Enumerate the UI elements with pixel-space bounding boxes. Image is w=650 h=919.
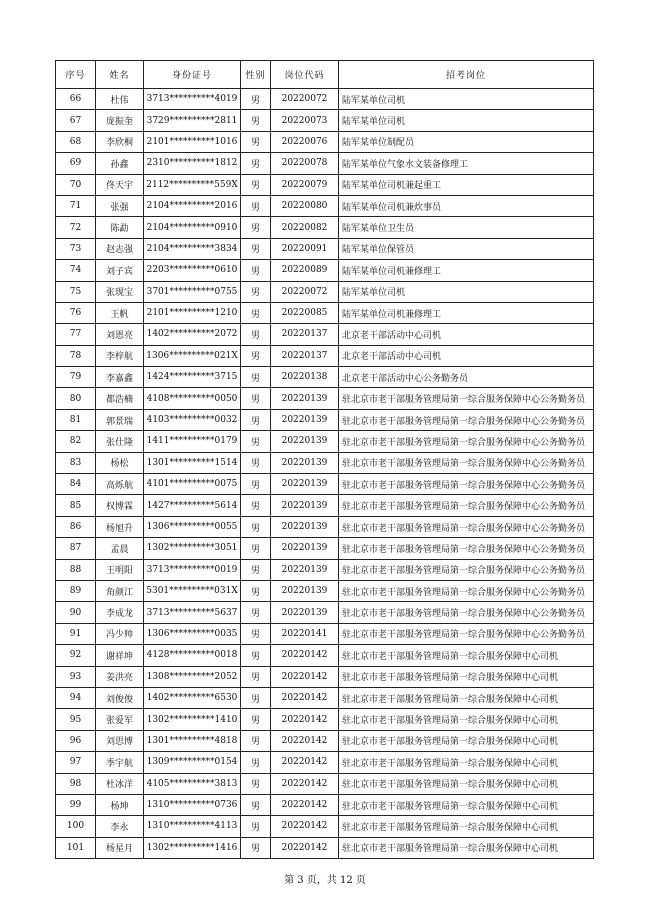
row-name: 陈勐 [96,217,144,238]
row-name: 杜冰洋 [96,773,144,794]
row-position: 驻北京市老干部服务管理局第一综合服务保障中心司机 [339,730,594,751]
table-row [56,388,594,409]
row-name: 佟天宇 [96,174,144,195]
row-index: 84 [56,474,96,495]
row-id-number: 3701**********0755 [144,281,241,302]
row-position-code: 20220142 [271,666,339,687]
row-id-number: 1310**********4113 [144,816,241,837]
row-id-number: 2101**********1210 [144,302,241,323]
row-name: 张强 [96,195,144,216]
row-position-code: 20220085 [271,302,339,323]
row-gender: 男 [241,431,271,452]
row-position: 驻北京市老干部服务管理局第一综合服务保障中心司机 [339,837,594,858]
table-row [56,773,594,794]
row-position-code: 20220142 [271,645,339,666]
row-gender: 男 [241,153,271,174]
row-position: 北京老干部活动中心司机 [339,324,594,345]
table-row [56,345,594,366]
row-gender: 男 [241,409,271,430]
row-position: 陆军某单位司机 [339,281,594,302]
row-position: 陆军某单位保管员 [339,238,594,259]
table-row [56,709,594,730]
row-index: 89 [56,580,96,601]
row-position: 驻北京市老干部服务管理局第一综合服务保障中心公务勤务员 [339,431,594,452]
row-index: 71 [56,195,96,216]
table-row [56,110,594,131]
row-index: 93 [56,666,96,687]
row-gender: 男 [241,602,271,623]
row-position-code: 20220137 [271,324,339,345]
row-id-number: 1306**********0035 [144,623,241,644]
table-row [56,281,594,302]
row-position: 驻北京市老干部服务管理局第一综合服务保障中心司机 [339,645,594,666]
row-id-number: 1427**********5614 [144,495,241,516]
row-gender: 男 [241,174,271,195]
row-index: 99 [56,794,96,815]
row-id-number: 1302**********1416 [144,837,241,858]
row-index: 75 [56,281,96,302]
header-gender: 性别 [241,61,271,89]
table-row [56,238,594,259]
row-id-number: 1302**********1410 [144,709,241,730]
row-id-number: 2104**********0910 [144,217,241,238]
row-position-code: 20220142 [271,709,339,730]
row-id-number: 1402**********2072 [144,324,241,345]
row-id-number: 1402**********6530 [144,687,241,708]
row-name: 权博霖 [96,495,144,516]
row-name: 谢祥坤 [96,645,144,666]
row-index: 73 [56,238,96,259]
row-position: 驻北京市老干部服务管理局第一综合服务保障中心司机 [339,687,594,708]
row-id-number: 4105**********3813 [144,773,241,794]
row-gender: 男 [241,217,271,238]
row-name: 高烁航 [96,474,144,495]
row-index: 81 [56,409,96,430]
row-gender: 男 [241,110,271,131]
row-position-code: 20220142 [271,816,339,837]
row-gender: 男 [241,131,271,152]
row-name: 刘思博 [96,730,144,751]
row-position: 驻北京市老干部服务管理局第一综合服务保障中心公务勤务员 [339,388,594,409]
row-index: 98 [56,773,96,794]
row-index: 96 [56,730,96,751]
row-id-number: 2104**********2016 [144,195,241,216]
row-index: 80 [56,388,96,409]
row-id-number: 3729**********2811 [144,110,241,131]
row-position-code: 20220139 [271,431,339,452]
row-name: 季宇航 [96,752,144,773]
row-name: 张现宝 [96,281,144,302]
row-id-number: 1309**********0154 [144,752,241,773]
row-index: 95 [56,709,96,730]
row-position-code: 20220139 [271,559,339,580]
row-position: 驻北京市老干部服务管理局第一综合服务保障中心公务勤务员 [339,409,594,430]
row-name: 孙鑫 [96,153,144,174]
row-index: 92 [56,645,96,666]
row-position: 陆军某单位司机 [339,89,594,110]
row-gender: 男 [241,302,271,323]
row-position-code: 20220139 [271,495,339,516]
row-name: 刘子宾 [96,260,144,281]
row-index: 79 [56,367,96,388]
row-name: 都浩楠 [96,388,144,409]
table-row [56,89,594,110]
row-name: 王帆 [96,302,144,323]
row-id-number: 1306**********021X [144,345,241,366]
table-row [56,474,594,495]
row-position: 陆军某单位司机兼修理工 [339,302,594,323]
row-position-code: 20220139 [271,538,339,559]
row-position-code: 20220072 [271,281,339,302]
row-index: 77 [56,324,96,345]
row-name: 李永 [96,816,144,837]
row-position: 驻北京市老干部服务管理局第一综合服务保障中心司机 [339,794,594,815]
row-index: 87 [56,538,96,559]
row-position-code: 20220139 [271,409,339,430]
row-index: 97 [56,752,96,773]
row-position-code: 20220137 [271,345,339,366]
row-gender: 男 [241,645,271,666]
row-gender: 男 [241,816,271,837]
row-position: 驻北京市老干部服务管理局第一综合服务保障中心司机 [339,709,594,730]
row-gender: 男 [241,730,271,751]
row-id-number: 1308**********2052 [144,666,241,687]
row-gender: 男 [241,687,271,708]
row-gender: 男 [241,281,271,302]
row-gender: 男 [241,623,271,644]
row-gender: 男 [241,324,271,345]
row-gender: 男 [241,559,271,580]
row-id-number: 5301**********031X [144,580,241,601]
row-name: 杨旭升 [96,516,144,537]
row-id-number: 4101**********0075 [144,474,241,495]
row-position-code: 20220142 [271,752,339,773]
table-row [56,730,594,751]
row-id-number: 4128**********0018 [144,645,241,666]
row-gender: 男 [241,752,271,773]
header-id-number: 身份证号 [144,61,241,89]
row-gender: 男 [241,580,271,601]
row-name: 孟晨 [96,538,144,559]
row-position: 北京老干部活动中心公务勤务员 [339,367,594,388]
row-index: 66 [56,89,96,110]
row-position: 驻北京市老干部服务管理局第一综合服务保障中心公务勤务员 [339,495,594,516]
row-name: 杨星月 [96,837,144,858]
row-position-code: 20220082 [271,217,339,238]
table-row [56,324,594,345]
row-index: 100 [56,816,96,837]
row-position: 驻北京市老干部服务管理局第一综合服务保障中心公务勤务员 [339,538,594,559]
row-id-number: 2112**********559X [144,174,241,195]
row-position: 陆军某单位气象水文装备修理工 [339,153,594,174]
row-name: 姜洪亮 [96,666,144,687]
row-position-code: 20220139 [271,452,339,473]
table-row [56,217,594,238]
row-position: 陆军某单位卫生员 [339,217,594,238]
row-position-code: 20220139 [271,516,339,537]
page-footer: 第 3 页，共 12 页 [284,875,366,886]
row-gender: 男 [241,709,271,730]
row-name: 刘恩亮 [96,324,144,345]
row-position: 北京老干部活动中心司机 [339,345,594,366]
row-name: 杨松 [96,452,144,473]
header-index: 序号 [56,61,96,89]
row-position: 驻北京市老干部服务管理局第一综合服务保障中心公务勤务员 [339,474,594,495]
header-name: 姓名 [96,61,144,89]
row-gender: 男 [241,195,271,216]
table-row [56,302,594,323]
row-index: 82 [56,431,96,452]
table-row [56,153,594,174]
row-id-number: 1302**********3051 [144,538,241,559]
table-row [56,495,594,516]
row-name: 刘俊俊 [96,687,144,708]
row-position: 驻北京市老干部服务管理局第一综合服务保障中心公务勤务员 [339,452,594,473]
row-gender: 男 [241,452,271,473]
row-position: 驻北京市老干部服务管理局第一综合服务保障中心司机 [339,666,594,687]
row-position: 驻北京市老干部服务管理局第一综合服务保障中心司机 [339,816,594,837]
row-name: 杨坤 [96,794,144,815]
table-row [56,367,594,388]
row-name: 张爱军 [96,709,144,730]
row-position-code: 20220139 [271,580,339,601]
table-row [56,516,594,537]
row-index: 91 [56,623,96,644]
row-gender: 男 [241,388,271,409]
row-index: 86 [56,516,96,537]
candidate-table [55,60,594,859]
row-position: 陆军某单位司机兼起重工 [339,174,594,195]
row-id-number: 1306**********0055 [144,516,241,537]
row-position-code: 20220079 [271,174,339,195]
header-position-code: 岗位代码 [271,61,339,89]
row-name: 李成龙 [96,602,144,623]
row-position-code: 20220072 [271,89,339,110]
row-position-code: 20220142 [271,837,339,858]
row-position: 驻北京市老干部服务管理局第一综合服务保障中心公务勤务员 [339,602,594,623]
row-name: 王明阳 [96,559,144,580]
row-position-code: 20220091 [271,238,339,259]
row-id-number: 2101**********1016 [144,131,241,152]
row-name: 冯少帅 [96,623,144,644]
row-id-number: 3713**********4019 [144,89,241,110]
row-position: 驻北京市老干部服务管理局第一综合服务保障中心司机 [339,752,594,773]
table-row [56,538,594,559]
row-position: 驻北京市老干部服务管理局第一综合服务保障中心司机 [339,773,594,794]
row-position-code: 20220080 [271,195,339,216]
row-id-number: 4103**********0032 [144,409,241,430]
row-position-code: 20220089 [271,260,339,281]
row-index: 67 [56,110,96,131]
table-row [56,816,594,837]
table-row [56,131,594,152]
table-row [56,431,594,452]
row-gender: 男 [241,837,271,858]
row-gender: 男 [241,474,271,495]
row-position-code: 20220139 [271,474,339,495]
row-name: 张仕隆 [96,431,144,452]
table-row [56,645,594,666]
row-position-code: 20220139 [271,388,339,409]
row-position-code: 20220142 [271,687,339,708]
table-row [56,260,594,281]
row-id-number: 2203**********0610 [144,260,241,281]
row-position-code: 20220139 [271,602,339,623]
row-position: 驻北京市老干部服务管理局第一综合服务保障中心公务勤务员 [339,516,594,537]
row-id-number: 4108**********0050 [144,388,241,409]
row-position-code: 20220142 [271,730,339,751]
row-index: 85 [56,495,96,516]
table-row [56,559,594,580]
row-gender: 男 [241,538,271,559]
row-index: 76 [56,302,96,323]
row-name: 角颜江 [96,580,144,601]
table-row [56,752,594,773]
row-index: 94 [56,687,96,708]
row-position: 驻北京市老干部服务管理局第一综合服务保障中心公务勤务员 [339,559,594,580]
row-gender: 男 [241,89,271,110]
row-name: 赵志强 [96,238,144,259]
row-gender: 男 [241,516,271,537]
row-id-number: 2310**********1812 [144,153,241,174]
row-name: 郭景瑞 [96,409,144,430]
row-gender: 男 [241,260,271,281]
row-id-number: 2104**********3834 [144,238,241,259]
row-name: 李欣桐 [96,131,144,152]
table-row [56,195,594,216]
row-gender: 男 [241,666,271,687]
row-position: 陆军某单位制配员 [339,131,594,152]
row-index: 101 [56,837,96,858]
row-name: 杜伟 [96,89,144,110]
row-index: 72 [56,217,96,238]
row-position: 陆军某单位司机兼炊事员 [339,195,594,216]
row-name: 庞振奎 [96,110,144,131]
row-index: 90 [56,602,96,623]
row-position-code: 20220141 [271,623,339,644]
row-position-code: 20220078 [271,153,339,174]
row-name: 李梓航 [96,345,144,366]
table-row [56,174,594,195]
row-name: 李嘉鑫 [96,367,144,388]
row-id-number: 3713**********0019 [144,559,241,580]
row-position-code: 20220138 [271,367,339,388]
row-id-number: 1310**********0736 [144,794,241,815]
row-position: 驻北京市老干部服务管理局第一综合服务保障中心公务勤务员 [339,580,594,601]
table-header-row [56,61,594,89]
row-id-number: 1301**********1514 [144,452,241,473]
row-gender: 男 [241,773,271,794]
row-position-code: 20220073 [271,110,339,131]
table-row [56,580,594,601]
row-index: 68 [56,131,96,152]
row-index: 74 [56,260,96,281]
table-row [56,666,594,687]
row-gender: 男 [241,794,271,815]
row-position: 陆军某单位司机兼修理工 [339,260,594,281]
row-gender: 男 [241,238,271,259]
row-position-code: 20220076 [271,131,339,152]
row-index: 88 [56,559,96,580]
table-row [56,623,594,644]
table-row [56,837,594,858]
row-index: 78 [56,345,96,366]
row-id-number: 3713**********5637 [144,602,241,623]
row-gender: 男 [241,345,271,366]
row-gender: 男 [241,367,271,388]
header-position: 招考岗位 [339,61,594,89]
row-index: 83 [56,452,96,473]
row-gender: 男 [241,495,271,516]
row-position: 驻北京市老干部服务管理局第一综合服务保障中心公务勤务员 [339,623,594,644]
row-position: 陆军某单位司机 [339,110,594,131]
row-id-number: 1424**********3715 [144,367,241,388]
table-row [56,602,594,623]
row-position-code: 20220142 [271,794,339,815]
row-position-code: 20220142 [271,773,339,794]
row-id-number: 1301**********4818 [144,730,241,751]
row-index: 69 [56,153,96,174]
row-index: 70 [56,174,96,195]
table-row [56,409,594,430]
table-row [56,794,594,815]
row-id-number: 1411**********0179 [144,431,241,452]
table-row [56,452,594,473]
table-row [56,687,594,708]
